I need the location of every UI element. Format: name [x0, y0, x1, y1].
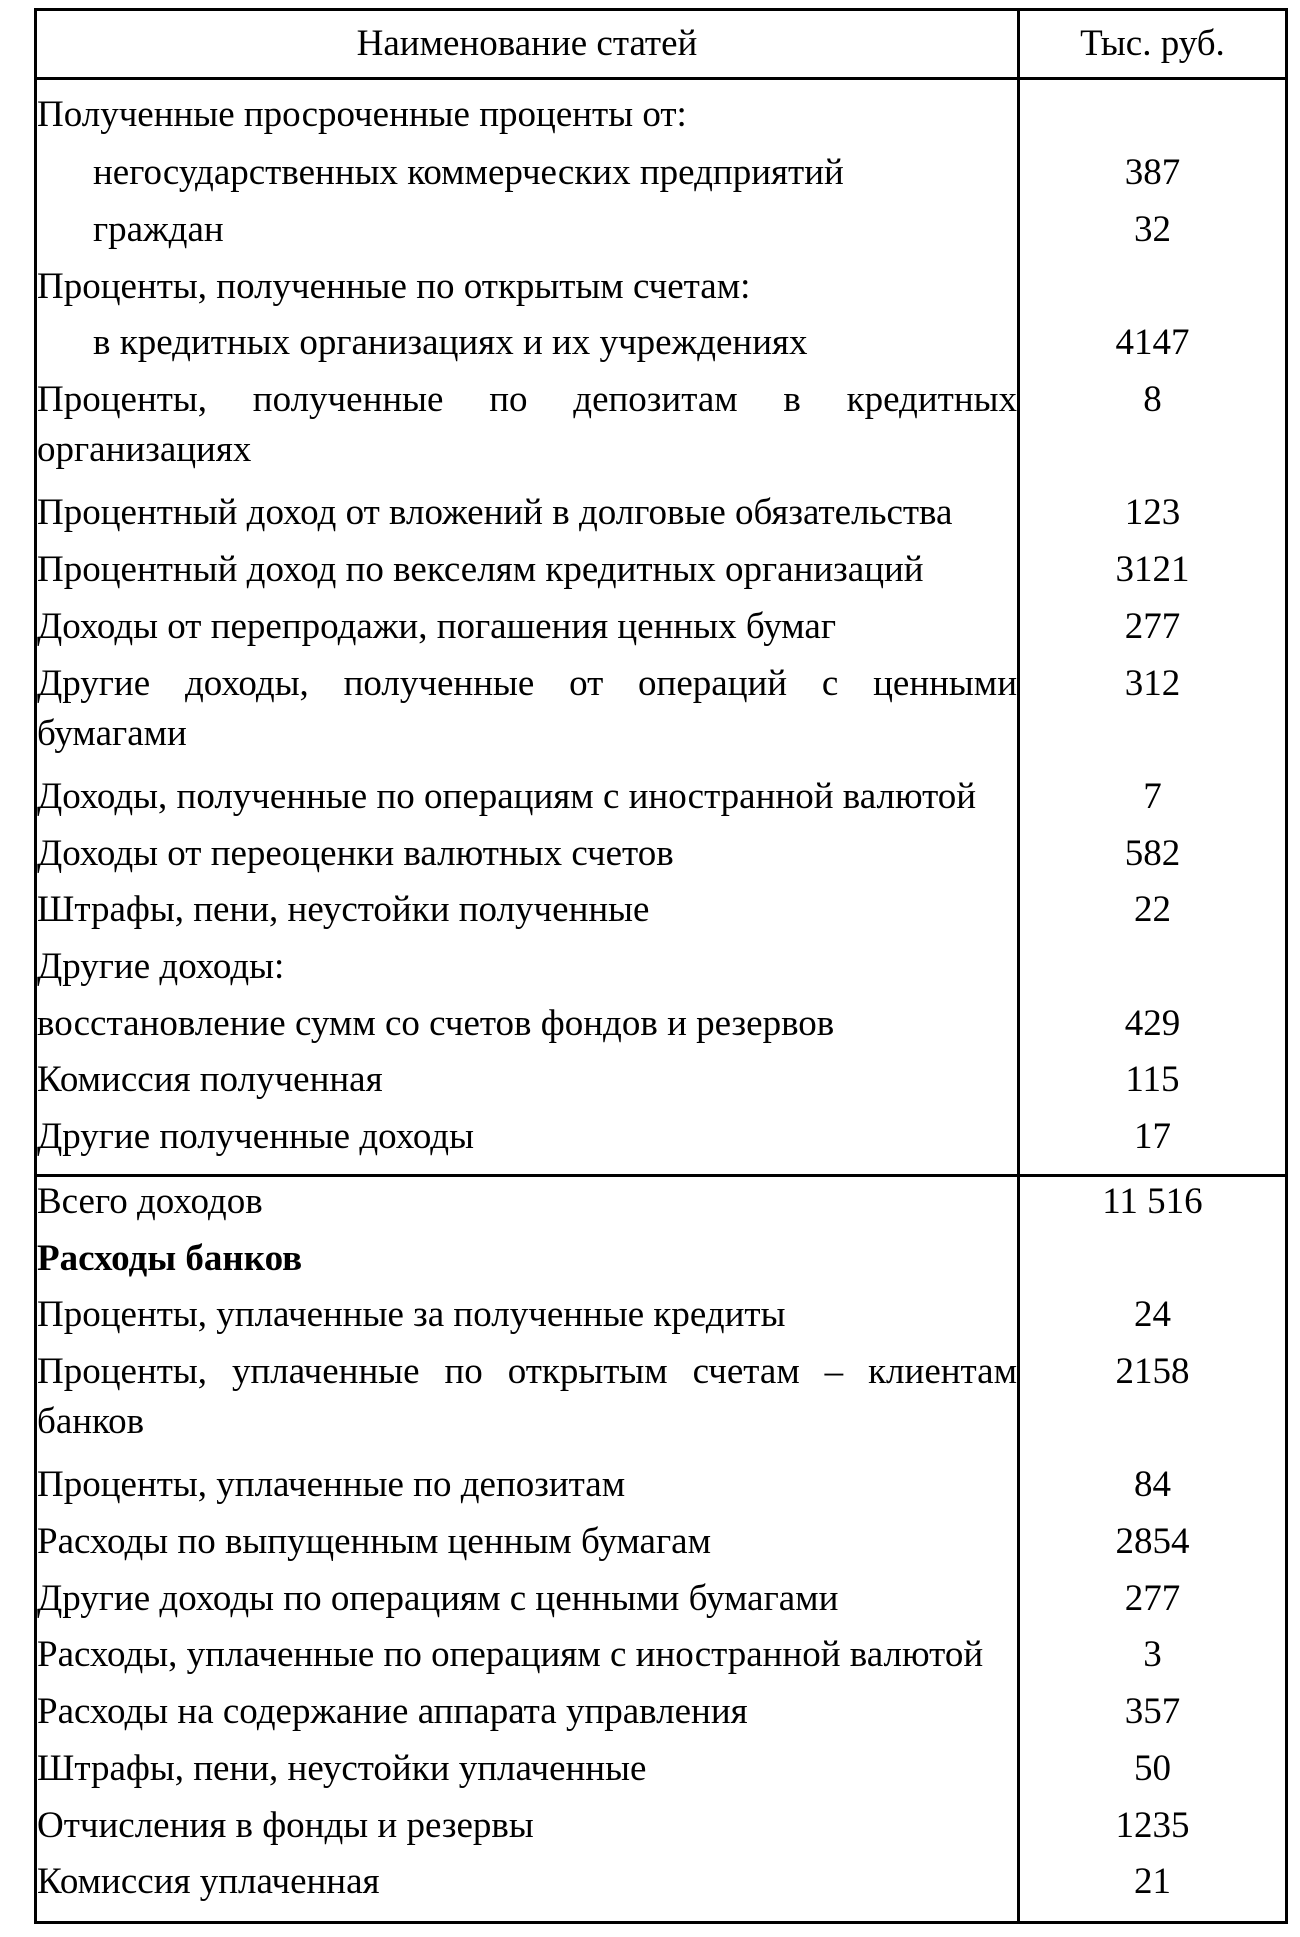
row-value: 32 [1019, 205, 1287, 262]
row-name: Штрафы, пени, неустойки полученные [36, 885, 1019, 942]
row-name: Другие доходы по операциям с ценными бумагами [36, 1574, 1019, 1631]
row-value: 17 [1019, 1112, 1287, 1175]
row-value: 7 [1019, 772, 1287, 829]
row-name: Расходы по выпущенным ценным бумагам [36, 1517, 1019, 1574]
row-value: 277 [1019, 602, 1287, 659]
row-value: 387 [1019, 148, 1287, 205]
table-row [36, 1857, 1287, 1922]
row-name: Процентный доход по векселям кредитных организаций [36, 545, 1019, 602]
row-name: Другие полученные доходы [36, 1112, 1019, 1175]
table-row [36, 1630, 1287, 1687]
row-name: Полученные просроченные проценты от: [36, 79, 1019, 149]
table-row [36, 318, 1287, 375]
income-section [36, 79, 1287, 1176]
row-value: 312 [1019, 659, 1287, 772]
table-row [36, 1744, 1287, 1801]
row-name: Доходы от переоценки валютных счетов [36, 829, 1019, 886]
table-row [36, 602, 1287, 659]
row-value [1019, 1234, 1287, 1291]
row-value: 115 [1019, 1055, 1287, 1112]
table-row [36, 1290, 1287, 1347]
row-name: Проценты, полученные по депозитам в кредитных организациях [36, 375, 1019, 488]
row-name: Расходы, уплаченные по операциям с иностранной валютой [36, 1630, 1019, 1687]
table-row [36, 148, 1287, 205]
row-name: Процентный доход от вложений в долговые обязательства [36, 488, 1019, 545]
row-value: 582 [1019, 829, 1287, 886]
row-name: негосударственных коммерческих предприятий [36, 148, 1019, 205]
table-row [36, 375, 1287, 488]
row-value: 3 [1019, 1630, 1287, 1687]
table-header [36, 10, 1287, 79]
row-value: 1235 [1019, 1801, 1287, 1858]
row-value: 11 516 [1019, 1175, 1287, 1233]
row-value: 84 [1019, 1460, 1287, 1517]
row-name: Комиссия уплаченная [36, 1857, 1019, 1922]
row-name: Другие доходы, полученные от операций с ценными бумагами [36, 659, 1019, 772]
row-value [1019, 262, 1287, 319]
table-row [36, 942, 1287, 999]
row-name: Проценты, уплаченные по депозитам [36, 1460, 1019, 1517]
column-header-value: Тыс. руб. [1019, 10, 1287, 79]
row-name: Штрафы, пени, неустойки уплаченные [36, 1744, 1019, 1801]
table-row [36, 1687, 1287, 1744]
column-header-name: Наименование статей [36, 10, 1019, 79]
income-expense-table [34, 8, 1288, 1924]
row-name: Всего доходов [36, 1175, 1019, 1233]
table-row [36, 772, 1287, 829]
row-name: в кредитных организациях и их учреждениях [36, 318, 1019, 375]
table-row [36, 885, 1287, 942]
row-value [1019, 942, 1287, 999]
table-row [36, 1112, 1287, 1175]
table-row [36, 262, 1287, 319]
table-row [36, 488, 1287, 545]
table-row [36, 545, 1287, 602]
row-value: 8 [1019, 375, 1287, 488]
row-value: 21 [1019, 1857, 1287, 1922]
table-row [36, 999, 1287, 1056]
row-value: 2158 [1019, 1347, 1287, 1460]
table-row [36, 1460, 1287, 1517]
table-row [36, 1055, 1287, 1112]
row-value: 3121 [1019, 545, 1287, 602]
row-name: Доходы от перепродажи, погашения ценных бумаг [36, 602, 1019, 659]
row-value: 24 [1019, 1290, 1287, 1347]
row-name: Отчисления в фонды и резервы [36, 1801, 1019, 1858]
table-row [36, 1347, 1287, 1460]
row-name: Проценты, полученные по открытым счетам: [36, 262, 1019, 319]
row-value: 277 [1019, 1574, 1287, 1631]
table-row [36, 829, 1287, 886]
table-row [36, 1801, 1287, 1858]
section-heading: Расходы банков [36, 1234, 1019, 1291]
row-name: граждан [36, 205, 1019, 262]
total-income-row [36, 1175, 1287, 1233]
row-value: 429 [1019, 999, 1287, 1056]
row-name: Доходы, полученные по операциям с иностранной валютой [36, 772, 1019, 829]
row-value: 50 [1019, 1744, 1287, 1801]
row-name: Проценты, уплаченные по открытым счетам – клиентам банков [36, 1347, 1019, 1460]
row-value [1019, 79, 1287, 149]
row-value: 4147 [1019, 318, 1287, 375]
table-row [36, 659, 1287, 772]
row-value: 2854 [1019, 1517, 1287, 1574]
table-row [36, 1574, 1287, 1631]
row-name: Другие доходы: [36, 942, 1019, 999]
table-row [36, 205, 1287, 262]
row-name: Проценты, уплаченные за полученные кредиты [36, 1290, 1019, 1347]
header-row [36, 10, 1287, 79]
section-heading-row [36, 1234, 1287, 1291]
table-row [36, 79, 1287, 149]
row-value: 22 [1019, 885, 1287, 942]
table-row [36, 1517, 1287, 1574]
row-value: 123 [1019, 488, 1287, 545]
row-name: Комиссия полученная [36, 1055, 1019, 1112]
expense-section [36, 1175, 1287, 1922]
row-name: восстановление сумм со счетов фондов и резервов [36, 999, 1019, 1056]
row-value: 357 [1019, 1687, 1287, 1744]
row-name: Расходы на содержание аппарата управления [36, 1687, 1019, 1744]
